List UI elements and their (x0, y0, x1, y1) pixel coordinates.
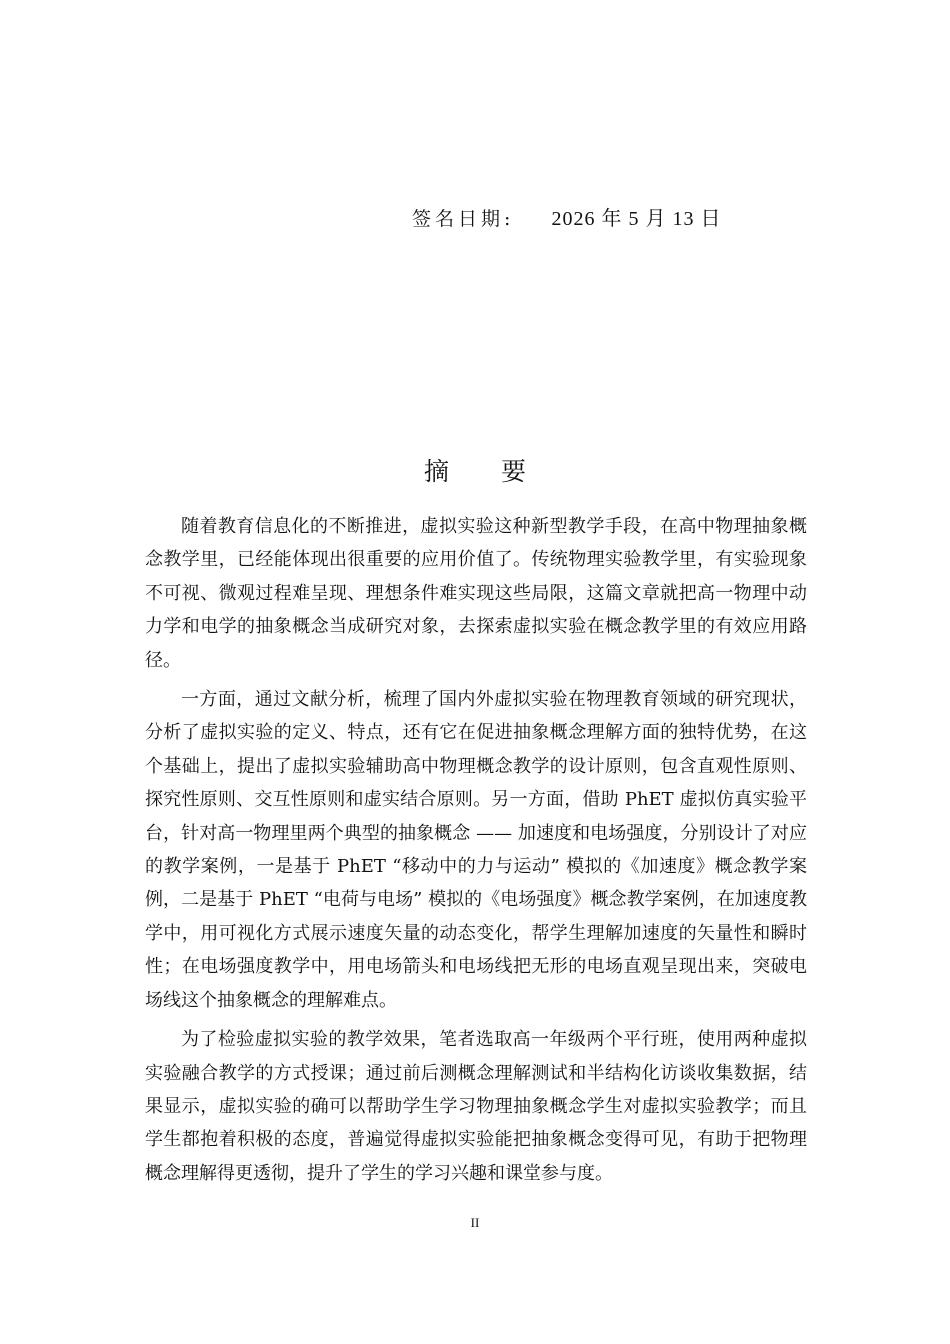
abstract-paragraph: 为了检验虚拟实验的教学效果，笔者选取高一年级两个平行班，使用两种虚拟实验融合教学的方式授课；通过前后测概念理解测试和半结构化访谈收集数据，结果显示，虚拟实验的确可以帮助学生学习物理抽象概念学生对虚拟实验教学；而且学生都抱着积极的态度，普遍觉得虚拟实验能把抽象概念变得可见，有助于把物理概念理解得更透彻，提升了学生的学习兴趣和课堂参与度。 (145, 1029, 807, 1184)
abstract-paragraph: 随着教育信息化的不断推进，虚拟实验这种新型教学手段，在高中物理抽象概念教学里，已经能体现出很重要的应用价值了。传统物理实验教学里，有实验现象不可视、微观过程难呈现、理想条件难实现这些局限，这篇文章就把高一物理中动力学和电学的抽象概念当成研究对象，去探索虚拟实验在概念教学里的有效应用路径。 (145, 516, 807, 671)
abstract-body (145, 510, 807, 1196)
abstract-paragraph: 一方面，通过文献分析，梳理了国内外虚拟实验在物理教育领域的研究现状，分析了虚拟实验的定义、特点，还有它在促进抽象概念理解方面的独特优势，在这个基础上，提出了虚拟实验辅助高中物理概念教学的设计原则，包含直观性原则、探究性原则、交互性原则和虚实结合原则。另一方面，借助 PhET 虚拟仿真实验平台，针对高一物理里两个典型的抽象概念 —— 加速度和电场强度，分别设计了对应的教学案例，一是基于 PhET “移动中的力与运动” 模拟的《加速度》概念教学案例，二是基于 PhET “电荷与电场” 模拟的《电场强度》概念教学案例，在加速度教学中，用可视化方式展示速度矢量的动态变化，帮学生理解加速度的矢量性和瞬时性；在电场强度教学中，用电场箭头和电场线把无形的电场直观呈现出来，突破电场线这个抽象概念的理解难点。 (145, 689, 807, 1011)
signature-date-label: 签名日期: (412, 208, 515, 230)
signature-date-value: 2026 年 5 月 13 日 (551, 208, 722, 230)
page-number: II (470, 1215, 480, 1230)
abstract-title: 摘 要 (424, 457, 548, 486)
signature-date-line (412, 202, 721, 231)
